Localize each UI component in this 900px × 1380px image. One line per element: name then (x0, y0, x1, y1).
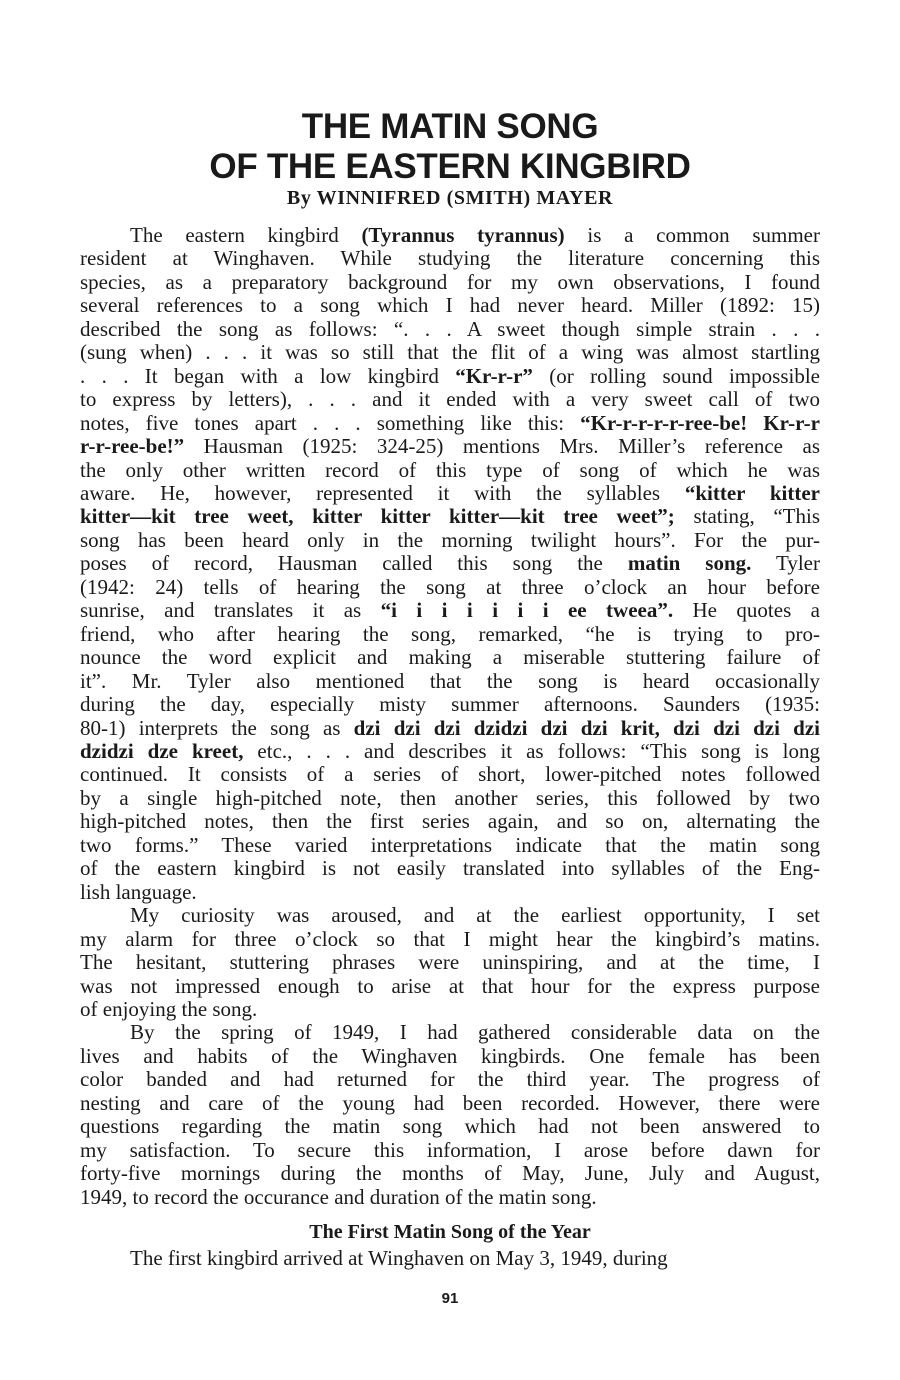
bold-text: r-r-ree-be!” (80, 434, 185, 459)
text-line (80, 998, 820, 1021)
text-line (80, 670, 820, 693)
text-line (80, 881, 820, 904)
text-line (80, 1021, 820, 1044)
text-run: aware. He, however, represented it with the syllables (80, 480, 685, 505)
text-run: (sung when) . . . it was so still that the flit of a wing was almost startling (80, 340, 820, 365)
text-run: stating, “This (674, 504, 820, 529)
text-line (80, 857, 820, 880)
text-line (80, 834, 820, 857)
text-line (80, 951, 820, 974)
text-run: He quotes a (673, 598, 820, 623)
text-line (80, 294, 820, 317)
text-line (80, 576, 820, 599)
text-line (80, 646, 820, 669)
text-run: to express by letters), . . . and it ended with a very sweet call of two (80, 387, 820, 412)
text-line (80, 1045, 820, 1068)
text-run: by a single high-pitched note, then another series, this followed by two (80, 785, 820, 810)
text-run: lish language. (80, 879, 197, 904)
paragraph (80, 224, 820, 904)
text-run: nesting and care of the young had been recorded. However, there were (80, 1090, 820, 1115)
text-run: My curiosity was aroused, and at the earliest opportunity, I set (130, 903, 820, 928)
text-line (80, 529, 820, 552)
text-run: of the eastern kingbird is not easily translated into syllables of the Eng- (80, 856, 820, 881)
text-line (80, 318, 820, 341)
text-run: continued. It consists of a series of short, lower-pitched notes followed (80, 762, 820, 787)
text-run: (or rolling sound impossible (532, 363, 820, 388)
author-byline: By WINNIFRED (SMITH) MAYER (286, 187, 614, 209)
text-run: song has been heard only in the morning twilight hours”. For the pur- (80, 527, 820, 552)
article-body (80, 224, 820, 1209)
text-line (80, 247, 820, 270)
text-line (80, 459, 820, 482)
text-line (80, 763, 820, 786)
bold-text: “kitter kitter (684, 480, 820, 505)
text-run: several references to a song which I had never heard. Miller (1892: 15) (80, 293, 820, 318)
text-line (80, 341, 820, 364)
text-run: it”. Mr. Tyler also mentioned that the song is heard occasionally (80, 668, 820, 693)
text-run: Tyler (751, 551, 820, 576)
text-line (80, 505, 820, 528)
paragraph-final-start: The first kingbird arrived at Winghaven on May 3, 1949, during (130, 1246, 668, 1270)
text-line (80, 717, 820, 740)
text-run: of enjoying the song. (80, 996, 258, 1021)
text-line (80, 1092, 820, 1115)
page-number: 91 (441, 1290, 459, 1307)
text-run: 1949, to record the occurance and duration of the matin song. (80, 1184, 597, 1209)
text-line (80, 928, 820, 951)
text-run: two forms.” These varied interpretations indicate that the matin song (80, 832, 820, 857)
text-run: Hausman (1925: 324-25) mentions Mrs. Miller’s reference as (184, 434, 820, 459)
text-line (80, 271, 820, 294)
bold-text: matin song. (627, 551, 752, 576)
bold-text: dzi dzi dzi dzidzi dzi dzi krit, dzi dzi dzi dzi (353, 715, 820, 740)
text-line (80, 388, 820, 411)
text-run: 80-1) interprets the song as (80, 715, 354, 740)
bold-text: (Tyrannus tyrannus) (361, 223, 565, 247)
text-run: notes, five tones apart . . . something like this: (80, 410, 581, 435)
text-line (80, 365, 820, 388)
text-line (80, 787, 820, 810)
text-line (80, 552, 820, 575)
text-run: forty-five mornings during the months of May, June, July and August, (80, 1161, 820, 1186)
text-line (80, 693, 820, 716)
text-run: friend, who after hearing the song, remarked, “he is trying to pro- (80, 621, 820, 646)
text-run: poses of record, Hausman called this song the (80, 551, 628, 576)
bold-text: kitter—kit tree weet, kitter kitter kitter—kit tree weet”; (80, 504, 675, 529)
text-line (80, 1115, 820, 1138)
text-run: . . . It began with a low kingbird (80, 363, 456, 388)
text-run: my alarm for three o’clock so that I might hear the kingbird’s matins. (80, 926, 820, 951)
text-line (80, 1162, 820, 1185)
text-run: described the song as follows: “. . . A sweet though simple strain . . . (80, 316, 820, 341)
text-run: sunrise, and translates it as (80, 598, 381, 623)
text-line (80, 482, 820, 505)
text-line (80, 740, 820, 763)
bold-text: “Kr-r-r-r-r-ree-be! Kr-r-r (580, 410, 820, 435)
text-run: nounce the word explicit and making a miserable stuttering failure of (80, 645, 820, 670)
text-line (80, 1139, 820, 1162)
text-run: color banded and had returned for the third year. The progress of (80, 1067, 820, 1092)
text-line (80, 435, 820, 458)
paragraph (80, 904, 820, 1021)
text-line (80, 975, 820, 998)
text-run: questions regarding the matin song which had not been answered to (80, 1114, 820, 1139)
article-title-line-1: THE MATIN SONG (301, 107, 599, 146)
text-run: is a common summer (564, 223, 820, 247)
text-run: my satisfaction. To secure this information, I arose before dawn for (80, 1137, 820, 1162)
text-line (80, 810, 820, 833)
section-heading: The First Matin Song of the Year (309, 1221, 591, 1243)
bold-text: dzidzi dze kreet, (80, 738, 244, 763)
text-line (80, 412, 820, 435)
text-run: etc., . . . and describes it as follows: “This song is long (243, 738, 820, 763)
text-line (80, 623, 820, 646)
text-run: The hesitant, stuttering phrases were uninspiring, and at the time, I (80, 950, 820, 975)
text-line (80, 224, 820, 247)
text-run: resident at Winghaven. While studying the literature concerning this (80, 246, 820, 271)
text-run: during the day, especially misty summer afternoons. Saunders (1935: (80, 692, 820, 717)
text-run: lives and habits of the Winghaven kingbirds. One female has been (80, 1043, 820, 1068)
text-run: high-pitched notes, then the first series again, and so on, alternating the (80, 809, 820, 834)
text-run: The eastern kingbird (130, 223, 362, 247)
text-line (80, 1186, 820, 1209)
text-run: the only other written record of this type of song of which he was (80, 457, 820, 482)
text-run: was not impressed enough to arise at that hour for the express purpose (80, 973, 820, 998)
bold-text: “Kr-r-r” (455, 363, 533, 388)
text-line (80, 1068, 820, 1091)
bold-text: “i i i i i i i ee tweea”. (380, 598, 674, 623)
text-line (80, 904, 820, 927)
article-title-line-2: OF THE EASTERN KINGBIRD (209, 147, 691, 186)
paragraph (80, 1021, 820, 1209)
text-run: species, as a preparatory background for my own observations, I found (80, 269, 820, 294)
text-run: By the spring of 1949, I had gathered considerable data on the (130, 1020, 820, 1045)
text-line (80, 599, 820, 622)
text-run: (1942: 24) tells of hearing the song at three o’clock an hour before (80, 574, 820, 599)
